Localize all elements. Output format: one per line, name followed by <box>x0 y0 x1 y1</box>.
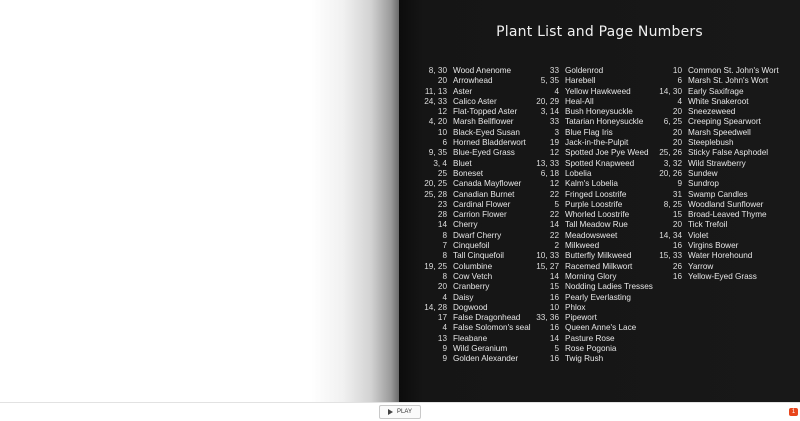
plant-list-item <box>407 251 531 261</box>
plant-list-item <box>520 262 653 272</box>
page-numbers: 31 <box>672 189 682 199</box>
plant-list-item <box>407 241 531 251</box>
page-numbers: 15, 33 <box>659 251 682 261</box>
page-numbers: 6, 25 <box>663 117 682 127</box>
page-numbers: 4 <box>677 96 682 106</box>
page-numbers: 10 <box>672 66 682 75</box>
plant-list-item <box>652 169 779 179</box>
plant-list-item <box>520 128 653 138</box>
plant-name: Sneezeweed <box>688 107 736 117</box>
plant-name: Virgins Bower <box>688 241 739 251</box>
plant-list-item <box>407 231 531 241</box>
page-numbers: 20 <box>672 127 682 137</box>
plant-name: Morning Glory <box>565 271 617 281</box>
page-numbers: 11, 13 <box>424 86 447 96</box>
page-numbers: 10 <box>437 127 447 137</box>
plant-name: Woodland Sunflower <box>688 199 764 209</box>
page-numbers: 4 <box>442 292 447 302</box>
page-numbers: 6, 18 <box>540 168 559 178</box>
notification-badge[interactable]: 1 <box>789 408 798 416</box>
page-numbers: 25, 26 <box>659 148 682 158</box>
plant-list-item <box>407 76 531 86</box>
plant-name: Whorled Loostrife <box>565 210 630 220</box>
page-numbers: 3, 32 <box>663 158 682 168</box>
plant-list-item <box>652 262 779 272</box>
plant-list-item <box>520 323 653 333</box>
plant-name: Cardinal Flower <box>453 199 511 209</box>
plant-name: Canadian Burnet <box>453 189 515 199</box>
plant-name: Columbine <box>453 261 493 271</box>
page-numbers: 5 <box>554 199 559 209</box>
plant-list-item <box>520 200 653 210</box>
plant-name: Cherry <box>453 220 478 230</box>
page-numbers: 14, 28 <box>424 302 447 312</box>
play-button[interactable] <box>379 405 421 419</box>
plant-list-item <box>652 107 779 117</box>
plant-name: Marsh Speedwell <box>688 127 751 137</box>
plant-name: Carrion Flower <box>453 210 507 220</box>
plant-list-item <box>520 272 653 282</box>
plant-name: Sticky False Asphodel <box>688 148 769 158</box>
plant-list-item <box>652 210 779 220</box>
plant-list-item <box>520 354 653 364</box>
plant-name: Kalm's Lobelia <box>565 179 618 189</box>
plant-list-item <box>407 313 531 323</box>
plant-name: Queen Anne's Lace <box>565 323 637 333</box>
left-page[interactable] <box>0 0 399 402</box>
plant-list-item <box>407 97 531 107</box>
page-numbers: 22 <box>549 189 559 199</box>
page-numbers: 16 <box>549 292 559 302</box>
plant-name: Steeplebush <box>688 138 734 148</box>
page-numbers: 14 <box>549 333 559 343</box>
plant-list-item <box>652 251 779 261</box>
plant-list-item <box>520 293 653 303</box>
page-numbers: 6 <box>442 138 447 148</box>
page-numbers: 12 <box>549 148 559 158</box>
plant-name: Bush Honeysuckle <box>565 107 633 117</box>
plant-list-item <box>520 117 653 127</box>
plant-list-item <box>520 210 653 220</box>
plant-name: Rose Pogonia <box>565 344 617 354</box>
page-numbers: 15 <box>672 210 682 220</box>
plant-name: Sundrop <box>688 179 719 189</box>
plant-list-item <box>520 148 653 158</box>
plant-name: Early Saxifrage <box>688 86 744 96</box>
plant-list-item <box>407 138 531 148</box>
plant-name: Blue-Eyed Grass <box>453 148 515 158</box>
plant-column-3 <box>652 66 779 282</box>
plant-name: Common St. John's Wort <box>688 66 779 75</box>
plant-list-item <box>520 231 653 241</box>
page-numbers: 9 <box>442 354 447 364</box>
player-controls <box>0 402 800 421</box>
plant-name: Racemed Milkwort <box>565 261 633 271</box>
plant-name: Marsh Bellflower <box>453 117 514 127</box>
page-numbers: 16 <box>549 354 559 364</box>
page-numbers: 7 <box>442 241 447 251</box>
plant-list-item <box>407 66 531 76</box>
plant-name: Violet <box>688 230 709 240</box>
page-numbers: 15 <box>549 282 559 292</box>
page-numbers: 3, 14 <box>540 107 559 117</box>
plant-name: Tick Trefoil <box>688 220 728 230</box>
plant-list-item <box>520 159 653 169</box>
page-numbers: 16 <box>672 241 682 251</box>
page-numbers: 20 <box>437 76 447 86</box>
page-numbers: 13 <box>437 333 447 343</box>
plant-name: Cinquefoil <box>453 241 490 251</box>
page-numbers: 19, 25 <box>424 261 447 271</box>
plant-name: Pasture Rose <box>565 333 615 343</box>
plant-list-item <box>520 87 653 97</box>
plant-name: Spotted Knapweed <box>565 158 635 168</box>
plant-list-item <box>652 97 779 107</box>
plant-list-item <box>652 128 779 138</box>
plant-name: Twig Rush <box>565 354 604 364</box>
plant-name: Spotted Joe Pye Weed <box>565 148 649 158</box>
plant-list-item <box>520 179 653 189</box>
plant-name: Tall Cinquefoil <box>453 251 504 261</box>
plant-list-item <box>407 107 531 117</box>
plant-name: Broad-Leaved Thyme <box>688 210 767 220</box>
page-numbers: 3 <box>554 127 559 137</box>
page-numbers: 12 <box>437 107 447 117</box>
plant-name: Water Horehound <box>688 251 753 261</box>
plant-name: False Dragonhead <box>453 313 521 323</box>
plant-name: Fleabane <box>453 333 488 343</box>
page-numbers: 16 <box>672 271 682 281</box>
page-numbers: 15, 27 <box>536 261 559 271</box>
plant-name: Meadowsweet <box>565 230 618 240</box>
plant-list-item <box>407 323 531 333</box>
page-numbers: 28 <box>437 210 447 220</box>
plant-list-item <box>652 117 779 127</box>
plant-list-item <box>407 334 531 344</box>
plant-name: Yellow-Eyed Grass <box>688 271 757 281</box>
page-numbers: 20, 29 <box>536 96 559 106</box>
plant-name: Tall Meadow Rue <box>565 220 628 230</box>
page-numbers: 6 <box>677 76 682 86</box>
plant-name: Black-Eyed Susan <box>453 127 520 137</box>
plant-list-item <box>520 138 653 148</box>
plant-list-item <box>520 344 653 354</box>
page-numbers: 20 <box>672 138 682 148</box>
plant-name: Bluet <box>453 158 472 168</box>
plant-name: Fringed Loostrife <box>565 189 627 199</box>
page-numbers: 33 <box>549 66 559 75</box>
page-numbers: 20, 26 <box>659 168 682 178</box>
play-icon <box>388 409 393 415</box>
plant-list-item <box>520 282 653 292</box>
page-numbers: 8, 25 <box>663 199 682 209</box>
page-numbers: 14, 34 <box>659 230 682 240</box>
page-numbers: 20, 25 <box>424 179 447 189</box>
plant-list-item <box>407 190 531 200</box>
page-numbers: 25 <box>437 168 447 178</box>
page-title: Plant List and Page Numbers <box>496 24 703 40</box>
plant-name: Nodding Ladies Tresses <box>565 282 653 292</box>
plant-list-item <box>652 138 779 148</box>
plant-name: Lobelia <box>565 168 592 178</box>
page-numbers: 4, 20 <box>428 117 447 127</box>
plant-list-item <box>520 220 653 230</box>
plant-name: Goldenrod <box>565 66 604 75</box>
plant-list-item <box>652 220 779 230</box>
plant-name: Flat-Topped Aster <box>453 107 518 117</box>
page-numbers: 14, 30 <box>659 86 682 96</box>
plant-list-item <box>652 66 779 76</box>
plant-name: Wood Anenome <box>453 66 512 75</box>
plant-list-item <box>520 169 653 179</box>
plant-name: Phlox <box>565 302 586 312</box>
page-numbers: 8, 30 <box>428 66 447 75</box>
page-numbers: 22 <box>549 230 559 240</box>
plant-list-item <box>407 128 531 138</box>
page-numbers: 3, 4 <box>433 158 447 168</box>
plant-list-item <box>407 210 531 220</box>
plant-list-item <box>652 200 779 210</box>
plant-list-item <box>520 303 653 313</box>
plant-list-item <box>520 241 653 251</box>
plant-list-item <box>520 76 653 86</box>
plant-column-2 <box>520 66 653 365</box>
plant-name: White Snakeroot <box>688 96 749 106</box>
page-numbers: 4 <box>554 86 559 96</box>
plant-list-item <box>520 190 653 200</box>
page-numbers: 9, 35 <box>428 148 447 158</box>
plant-list-item <box>407 272 531 282</box>
plant-name: Jack-in-the-Pulpit <box>565 138 629 148</box>
page-numbers: 5 <box>554 344 559 354</box>
plant-name: Harebell <box>565 76 596 86</box>
plant-name: Creeping Spearwort <box>688 117 761 127</box>
page-numbers: 16 <box>549 323 559 333</box>
page-numbers: 33, 36 <box>536 313 559 323</box>
plant-list-item <box>407 220 531 230</box>
plant-name: Wild Strawberry <box>688 158 746 168</box>
page-numbers: 2 <box>554 241 559 251</box>
plant-list-item <box>407 179 531 189</box>
plant-list-item <box>407 159 531 169</box>
plant-list-item <box>407 87 531 97</box>
plant-name: Golden Alexander <box>453 354 519 364</box>
page-numbers: 19 <box>549 138 559 148</box>
page-numbers: 13, 33 <box>536 158 559 168</box>
page-numbers: 8 <box>442 251 447 261</box>
plant-list-item <box>520 97 653 107</box>
plant-list-item <box>652 87 779 97</box>
plant-list-item <box>407 354 531 364</box>
page-numbers: 25, 28 <box>424 189 447 199</box>
plant-name: Wild Geranium <box>453 344 508 354</box>
plant-name: Yarrow <box>688 261 714 271</box>
plant-name: Pearly Everlasting <box>565 292 631 302</box>
plant-list-item <box>520 334 653 344</box>
plant-list-item <box>407 303 531 313</box>
page-numbers: 26 <box>672 261 682 271</box>
plant-list-item <box>520 107 653 117</box>
plant-list-item <box>652 272 779 282</box>
plant-name: Canada Mayflower <box>453 179 522 189</box>
plant-name: Pipewort <box>565 313 597 323</box>
page-numbers: 20 <box>672 220 682 230</box>
page-numbers: 14 <box>549 220 559 230</box>
plant-name: Heal-All <box>565 96 594 106</box>
plant-column-1 <box>407 66 531 365</box>
plant-name: Daisy <box>453 292 474 302</box>
page-numbers: 23 <box>437 199 447 209</box>
plant-name: Horned Bladderwort <box>453 138 526 148</box>
plant-list-item <box>652 231 779 241</box>
plant-list-item <box>407 293 531 303</box>
plant-name: Boneset <box>453 168 484 178</box>
plant-name: Cranberry <box>453 282 490 292</box>
page-numbers: 22 <box>549 210 559 220</box>
plant-name: Marsh St. John's Wort <box>688 76 769 86</box>
plant-list-item <box>407 262 531 272</box>
plant-name: False Solomon's seal <box>453 323 531 333</box>
page-numbers: 10 <box>549 302 559 312</box>
play-label: PLAY <box>397 409 412 415</box>
page-numbers: 8 <box>442 230 447 240</box>
page-numbers: 17 <box>437 313 447 323</box>
plant-list-item <box>407 282 531 292</box>
plant-list-item <box>652 76 779 86</box>
page-numbers: 10, 33 <box>536 251 559 261</box>
plant-list-item <box>407 344 531 354</box>
page-numbers: 20 <box>672 107 682 117</box>
plant-name: Swamp Candles <box>688 189 748 199</box>
page-numbers: 8 <box>442 271 447 281</box>
plant-list-item <box>652 159 779 169</box>
plant-list-item <box>407 117 531 127</box>
page-numbers: 9 <box>677 179 682 189</box>
plant-name: Sundew <box>688 168 718 178</box>
plant-name: Arrowhead <box>453 76 493 86</box>
plant-name: Dogwood <box>453 302 488 312</box>
plant-name: Dwarf Cherry <box>453 230 502 240</box>
plant-name: Milkweed <box>565 241 600 251</box>
plant-list-item <box>652 179 779 189</box>
page-numbers: 14 <box>437 220 447 230</box>
plant-name: Purple Loostrife <box>565 199 623 209</box>
plant-list-item <box>652 190 779 200</box>
plant-name: Calico Aster <box>453 96 497 106</box>
page-numbers: 9 <box>442 344 447 354</box>
plant-name: Aster <box>453 86 473 96</box>
right-page[interactable] <box>399 0 800 402</box>
plant-name: Butterfly Milkweed <box>565 251 632 261</box>
plant-name: Tatarian Honeysuckle <box>565 117 644 127</box>
page-numbers: 20 <box>437 282 447 292</box>
plant-list-item <box>407 200 531 210</box>
plant-name: Cow Vetch <box>453 271 493 281</box>
page-numbers: 5, 35 <box>540 76 559 86</box>
page-numbers: 33 <box>549 117 559 127</box>
plant-list-item <box>520 313 653 323</box>
page-numbers: 4 <box>442 323 447 333</box>
plant-name: Yellow Hawkweed <box>565 86 631 96</box>
plant-name: Blue Flag Iris <box>565 127 613 137</box>
plant-list-item <box>652 148 779 158</box>
page-numbers: 24, 33 <box>424 96 447 106</box>
plant-list-item <box>520 251 653 261</box>
plant-list-item <box>520 66 653 76</box>
plant-list-item <box>407 148 531 158</box>
page-numbers: 14 <box>549 271 559 281</box>
page-numbers: 12 <box>549 179 559 189</box>
plant-list-item <box>407 169 531 179</box>
plant-list-item <box>652 241 779 251</box>
